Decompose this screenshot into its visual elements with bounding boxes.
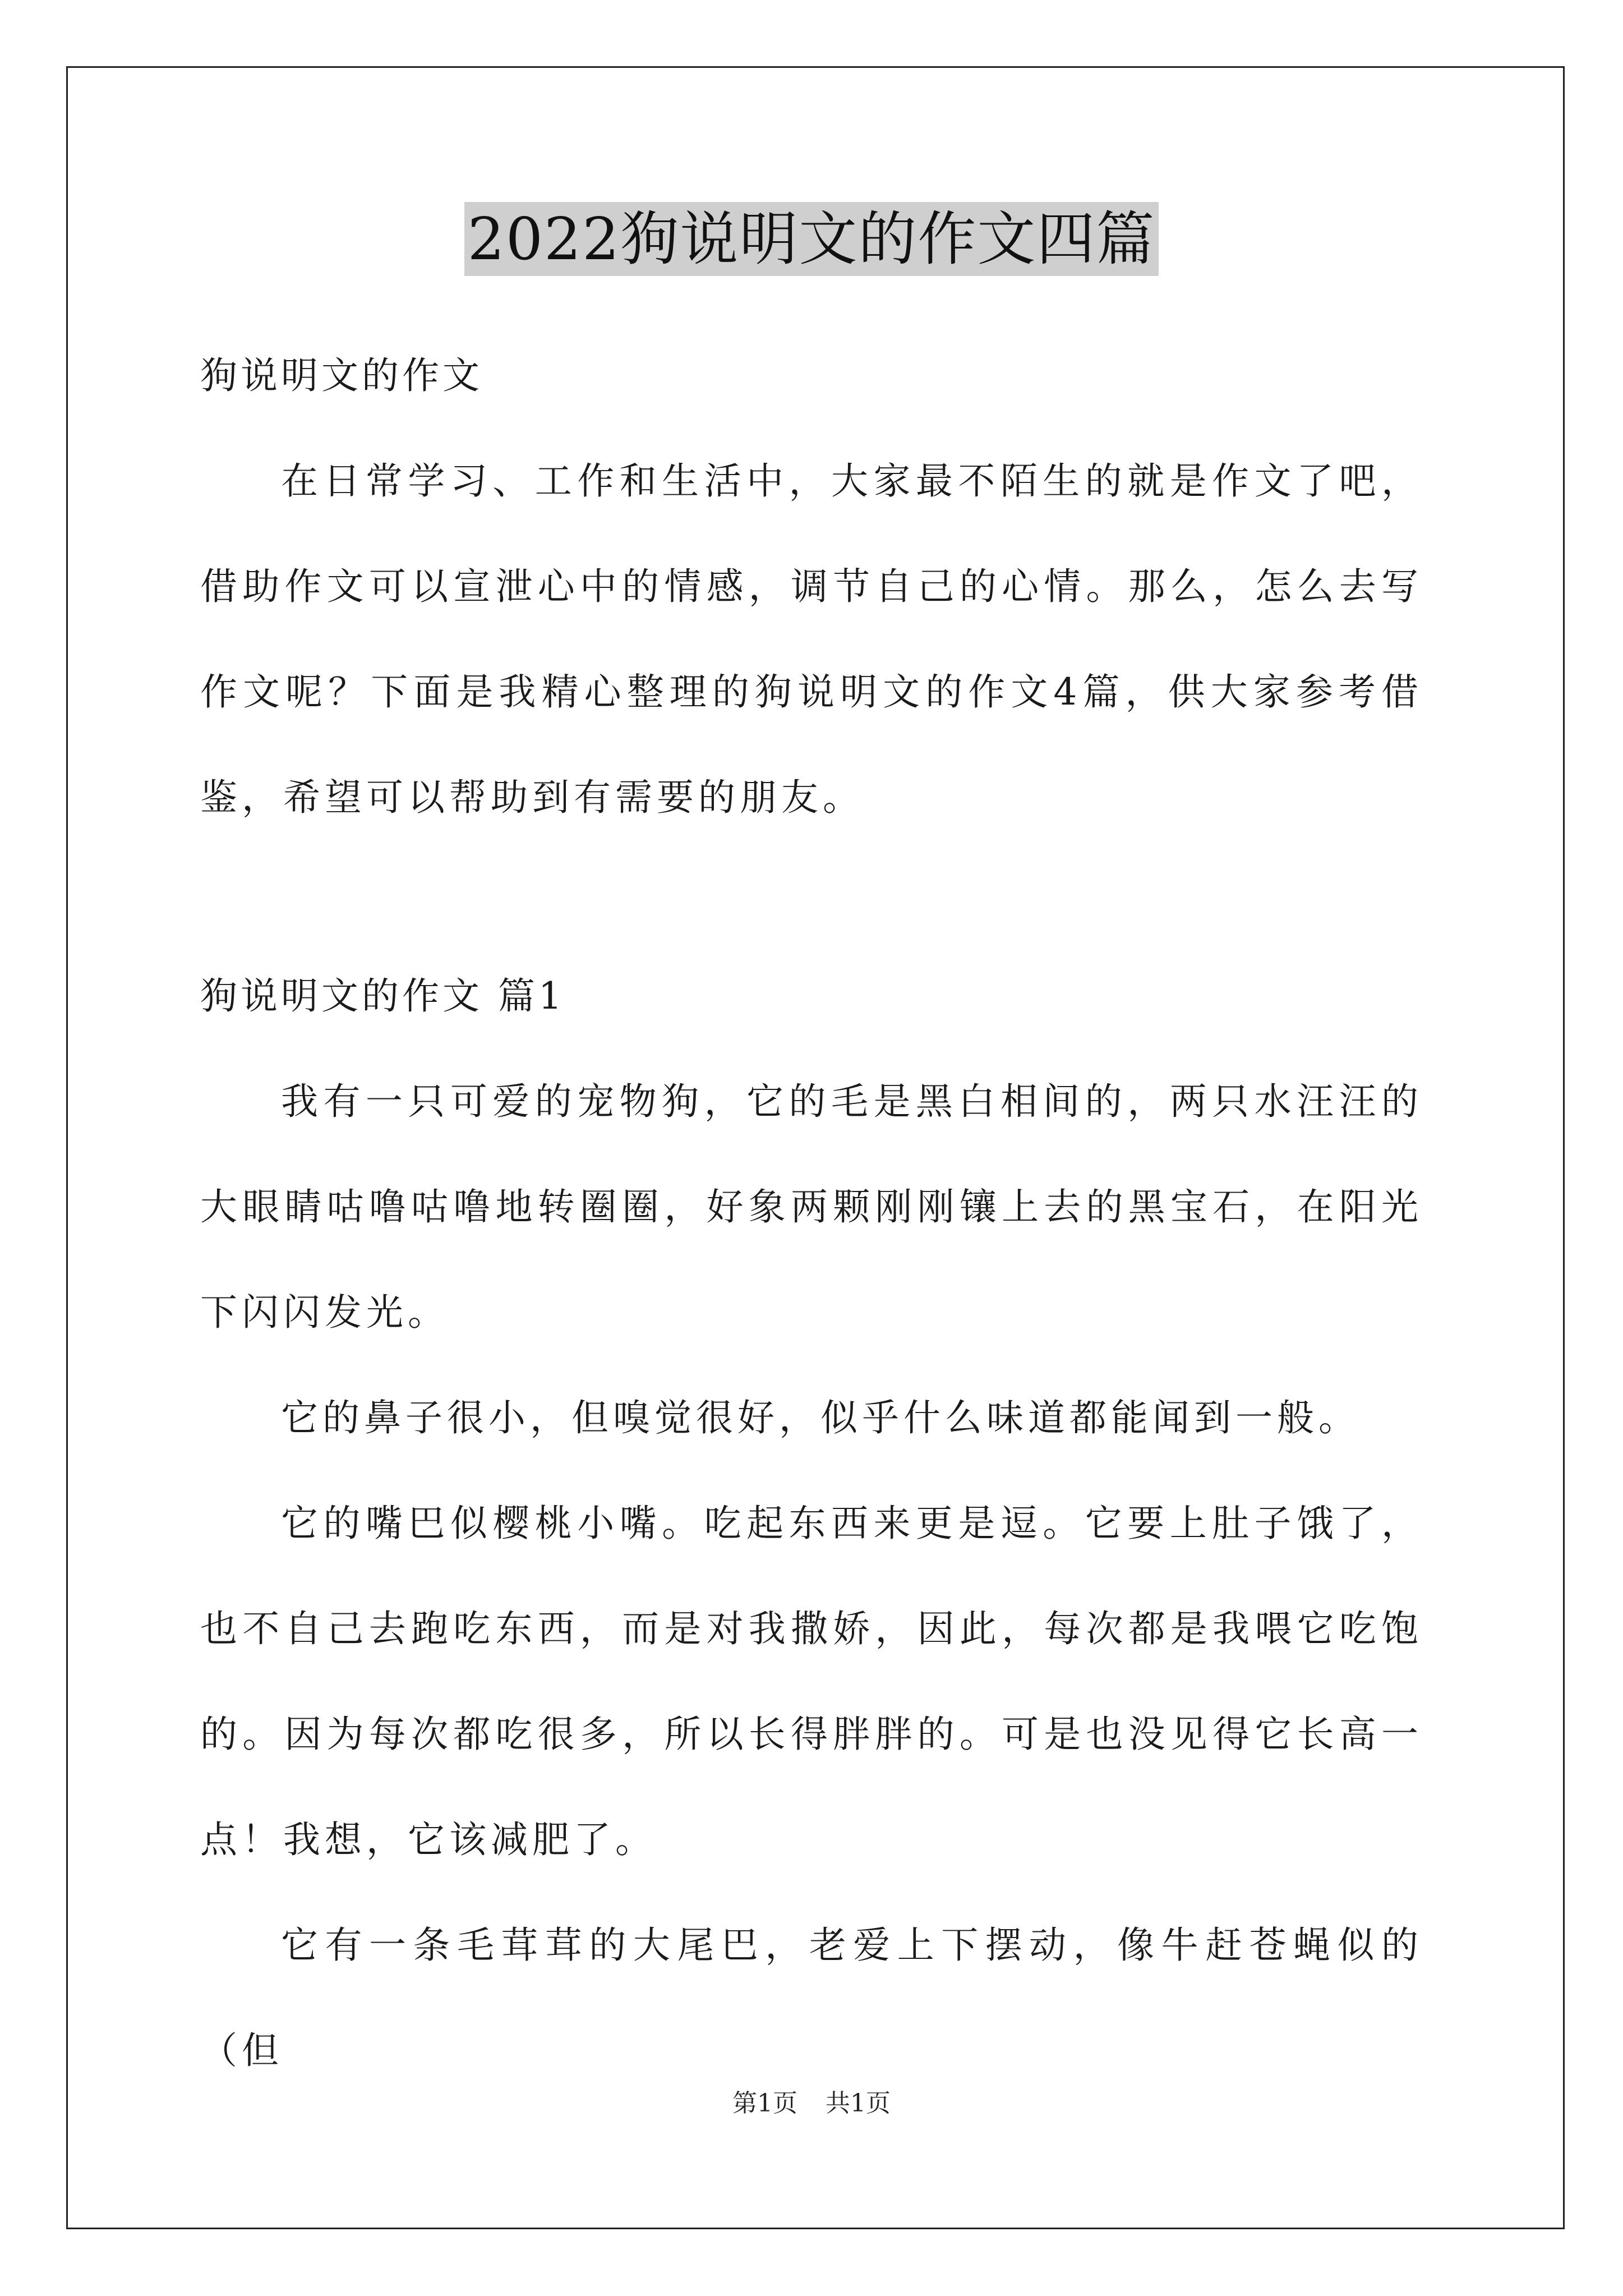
intro-paragraph: 在日常学习、工作和生活中，大家最不陌生的就是作文了吧，借助作文可以宣泄心中的情感，调节自己的心情。那么，怎么去写作文呢？下面是我精心整理的狗说明文的作文4篇，供大家参考借鉴，希望可以帮助到有需要的朋友。 [200, 459, 1423, 819]
section-paragraph: 它的嘴巴似樱桃小嘴。吃起东西来更是逗。它要上肚子饿了，也不自己去跑吃东西，而是对我撒娇，因此，每次都是我喂它吃饱的。因为每次都吃很多，所以长得胖胖的。可是也没见得它长高一点！我想，它该减肥了。 [200, 1502, 1423, 1861]
document-body [200, 297, 1423, 2104]
section-paragraph: 它有一条毛茸茸的大尾巴，老爱上下摆动，像牛赶苍蝇似的（但 [200, 1924, 1423, 2072]
document-title: 2022狗说明文的作文四篇 [464, 202, 1159, 276]
section-heading: 狗说明文的作文 篇1 [200, 974, 565, 1018]
page-number: 第1页 [732, 2089, 797, 2118]
section-paragraph: 它的鼻子很小，但嗅觉很好，似乎什么味道都能闻到一般。 [281, 1396, 1360, 1439]
page-total: 共1页 [826, 2089, 891, 2118]
section-paragraph: 我有一只可爱的宠物狗，它的毛是黑白相间的，两只水汪汪的大眼睛咕噜咕噜地转圈圈，好象两颗刚刚镶上去的黑宝石，在阳光下闪闪发光。 [200, 1080, 1423, 1334]
intro-heading: 狗说明文的作文 [200, 354, 483, 397]
title-wrapper [0, 202, 1623, 276]
page-footer [0, 2087, 1623, 2120]
